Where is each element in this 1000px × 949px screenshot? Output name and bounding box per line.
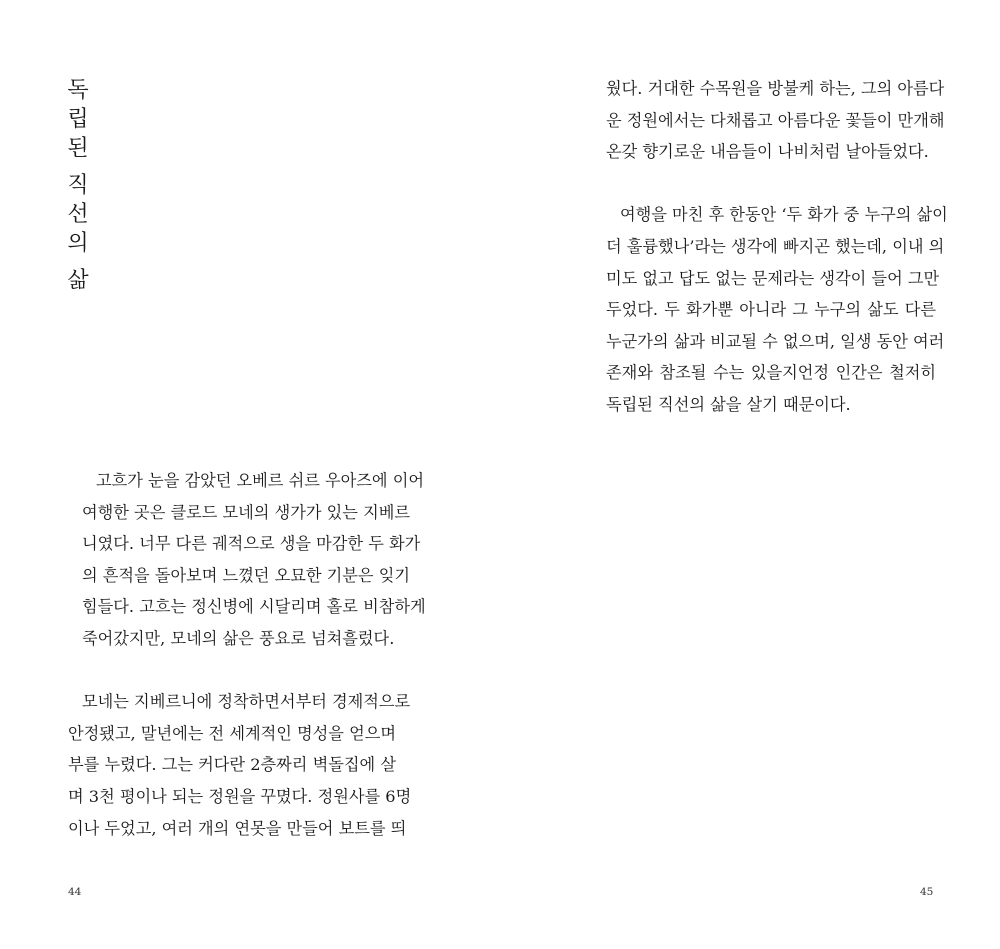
title-char: 독 bbox=[67, 78, 89, 103]
paragraph bbox=[68, 686, 412, 844]
text-line: 니였다. 너무 다른 궤적으로 생을 마감한 두 화가 bbox=[82, 534, 421, 554]
text-line: 의 흔적을 돌아보며 느꼈던 오묘한 기분은 잊기 bbox=[82, 565, 410, 585]
text-line: 고흐가 눈을 감았던 오베르 쉬르 우아즈에 이어 bbox=[96, 471, 424, 490]
right-page bbox=[500, 0, 1000, 949]
title-char: 의 bbox=[67, 231, 89, 256]
paragraph bbox=[606, 73, 945, 168]
chapter-title bbox=[64, 76, 92, 295]
title-gap bbox=[64, 163, 92, 171]
text-line: 존재와 참조될 수는 있을지언정 인간은 철저히 bbox=[606, 363, 936, 383]
text-line: 죽어갔지만, 모네의 삶은 풍요로 넘쳐흘렀다. bbox=[82, 628, 395, 648]
text-line: 여행을 마친 후 한동안 ‘두 화가 중 누구의 삶이 bbox=[620, 205, 948, 225]
paragraph-gap bbox=[68, 655, 396, 687]
text-line: 여행한 곳은 클로드 모네의 생가가 있는 지베르 bbox=[82, 502, 410, 522]
text-line: 누군가의 삶과 비교될 수 없으며, 일생 동안 여러 bbox=[606, 331, 945, 351]
paragraph-gap bbox=[606, 168, 936, 200]
title-char: 된 bbox=[67, 136, 89, 161]
text-line: 힘들다. 고흐는 정신병에 시달리며 홀로 비참하게 bbox=[82, 597, 426, 617]
text-line: 모네는 지베르니에 정착하면서부터 경제적으로 bbox=[82, 692, 411, 712]
text-line: 운 정원에서는 다채롭고 아름다운 꽃들이 만개해 bbox=[606, 110, 945, 130]
paragraph bbox=[606, 199, 948, 420]
paragraph bbox=[68, 465, 426, 655]
text-line: 이나 두었고, 여러 개의 연못을 만들어 보트를 띄 bbox=[68, 818, 407, 838]
title-gap bbox=[64, 258, 92, 266]
text-line: 안정됐고, 말년에는 전 세계적인 명성을 얻으며 bbox=[68, 723, 396, 743]
text-line: 며 3천 평이나 되는 정원을 꾸몄다. 정원사를 6명 bbox=[68, 786, 412, 806]
text-line: 더 훌륭했나’라는 생각에 빠지곤 했는데, 이내 의 bbox=[606, 236, 945, 256]
title-char: 직 bbox=[67, 173, 89, 198]
text-line: 두었다. 두 화가뿐 아니라 그 누구의 삶도 다른 bbox=[606, 300, 936, 320]
text-line: 온갖 향기로운 내음들이 나비처럼 날아들었다. bbox=[606, 142, 929, 162]
text-line: 독립된 직선의 삶을 살기 때문이다. bbox=[606, 394, 851, 414]
right-body-text bbox=[606, 73, 948, 421]
text-line: 웠다. 거대한 수목원을 방불케 하는, 그의 아름다 bbox=[606, 79, 945, 98]
left-body-text bbox=[68, 465, 426, 844]
page-number: 44 bbox=[68, 886, 82, 898]
text-line: 미도 없고 답도 없는 문제라는 생각이 들어 그만 bbox=[606, 268, 940, 288]
text-line: 부를 누렸다. 그는 커다란 2층짜리 벽돌집에 살 bbox=[68, 755, 396, 775]
title-char: 립 bbox=[67, 107, 89, 132]
page-number: 45 bbox=[920, 886, 934, 898]
title-char: 삶 bbox=[67, 268, 89, 293]
title-char: 선 bbox=[67, 202, 89, 227]
